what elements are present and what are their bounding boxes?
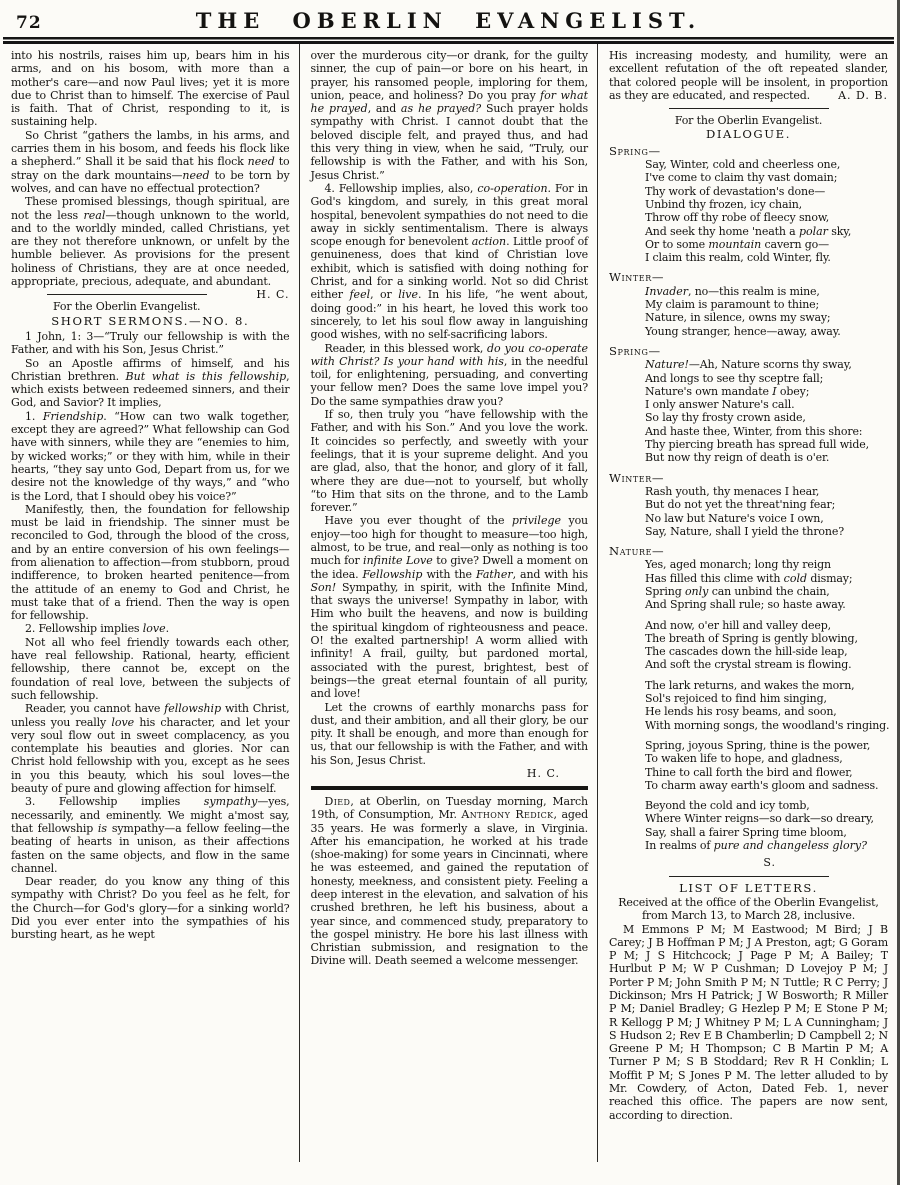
poem-line: And Spring shall rule; so haste away. xyxy=(645,598,846,612)
page-header xyxy=(0,0,897,33)
poem-line: Rash youth, thy menaces I hear, xyxy=(645,484,820,498)
author-initials: A. D. B. xyxy=(838,88,888,102)
poem-line: With morning songs, the woodland's ringing. xyxy=(645,718,890,732)
poem-line: My claim is paramount to thine; xyxy=(645,298,820,312)
poem-line: Thy piercing breath has spread full wide, xyxy=(645,438,869,452)
paragraph-text: His increasing modesty, and humility, were an excellent refutation of the oft repeated slander, that colored people will be insolent, in proportion as they are educated, and respected. xyxy=(609,49,888,102)
section-rule xyxy=(311,786,589,790)
poem-line: And now, o'er hill and valley deep, xyxy=(645,618,831,632)
page-number: 72 xyxy=(16,13,42,33)
obituary-paragraph: Died, at Oberlin, on Tuesday morning, March 19th, of Consumption, Mr. Anthony Redick, aged 35 years. He was formerly a slave, in Virginia. After his emancipation, he worked at his trade (shoe-making) for some years in Cincinnati, where he was esteemed, and gained the reputation of honesty, meekness, and consistent piety. Feeling a deep interest in the elevation, and salvation of his crushed brethren, he left his business, about a year since, and commenced study, preparatory to the gospel ministry. He bore his last illness with Christian submission, and resignation to the Divine will. Death seemed a welcome messenger. xyxy=(310,794,588,968)
article-paragraph: Manifestly, then, the foundation for fellowship must be laid in friendship. The sinner must be reconciled to God, through the blood of the cross, and by an entire conversion of his own feelings—from alienation to affection—from stubborn, proud indifference, to broken hearted penitence—from the attitude of an enemy to God and Christ, he must take that of a friend. Then the way is open for fellowship. xyxy=(11,502,290,623)
poem-stanza xyxy=(609,158,888,264)
poem-line: To charm away earth's gloom and sadness. xyxy=(645,778,879,792)
article-paragraph: into his nostrils, raises him up, bears him in his arms, and on his bosom, with more than a mother's care—and now Paul lives; yet it is more due to Christ than to himself. The exercise of Paul is faith. That of Christ, responding to it, is sustaining help. xyxy=(11,49,290,129)
divider-rule xyxy=(47,294,207,295)
poem-line: He lends his rosy beams, and soon, xyxy=(645,705,837,719)
masthead-title: THE OBERLIN EVANGELIST. xyxy=(195,8,702,33)
poem-stanza xyxy=(609,619,888,672)
column-3 xyxy=(597,44,897,1162)
paragraph-text: These promised blessings, though spiritual, are not the less real—though unknown to the world, and to the worldly minded, called Christians, yet are they not therefore unknown, or unfelt by the humble believer. As provisions for the present holiness of Christians, they are at once needed, appropriate, precious, adequate, and abundant. xyxy=(11,195,290,289)
poem-line: And haste thee, Winter, from this shore: xyxy=(645,424,863,438)
poem-line: In realms of pure and changeless glory? xyxy=(645,839,867,853)
poem-line: I only answer Nature's call. xyxy=(645,398,795,412)
column-layout xyxy=(0,44,897,1162)
poem-line: The lark returns, and wakes the morn, xyxy=(645,678,855,692)
scripture-text: 1 John, 1: 3—“Truly our fellowship is with the Father, and with his Son, Jesus Christ.” xyxy=(11,329,290,357)
poem-stanza xyxy=(609,739,888,792)
poem-line: To waken life to hope, and gladness, xyxy=(645,752,843,766)
article-paragraph: 4. Fellowship implies, also, co-operation. For in God's kingdom, and surely, in this great moral hospital, benevolent sympathies do not need to die away in sickly sentimentalism. There is always scope enough for benevolent action. Little proof of genuineness, does that kind of Christian love exhibit, which is satisfied with doing nothing for Christ, and for a sinking world. Not so did Christ either feel, or live. In his life, “he went about, doing good:” in his heart, he loved this work too sincerely, to let his soul flow away in languishing good wishes, with no self-sacrificing labors. xyxy=(310,181,588,342)
article-title: SHORT SERMONS.—NO. 8. xyxy=(51,313,250,328)
poem-line: Nature, in silence, owns my sway; xyxy=(645,311,831,325)
article-attribution: For the Oberlin Evangelist. xyxy=(53,300,201,314)
column-2 xyxy=(299,44,598,1162)
poem-stanza xyxy=(609,558,888,611)
author-initials: H. C. xyxy=(526,767,560,781)
letters-title: LIST OF LETTERS. xyxy=(679,880,818,895)
article-paragraph: So Christ “gathers the lambs, in his arms, and carries them in his bosom, and feeds his flock like a shepherd.” Shall it be said that his flock need to stray on the dark mountains—need to be torn by wolves, and can have no effectual protection? xyxy=(11,128,290,195)
poem-line: Sol's rejoiced to find him singing, xyxy=(645,692,827,706)
poem-line: Beyond the cold and icy tomb, xyxy=(645,799,810,813)
poem-line: But do not yet the threat'ning fear; xyxy=(645,498,836,512)
article-attribution: For the Oberlin Evangelist. xyxy=(674,114,823,128)
article-title: DIALOGUE. xyxy=(705,127,792,142)
poem-speaker: Spring— xyxy=(609,343,661,358)
column-1 xyxy=(0,44,299,1162)
article-paragraph: Let the crowns of earthly monarchs pass for dust, and their ambition, and all their glory, be our pity. It shall be enough, and more than enough for us, that our fellowship is with the Father, and with his Son, Jesus Christ. xyxy=(310,700,588,767)
author-initials: H. C. xyxy=(256,288,290,302)
poem-line: The cascades down the hill-side leap, xyxy=(645,645,848,659)
poem-stanza xyxy=(609,285,888,338)
article-paragraph: Reader, in this blessed work, do you co-operate with Christ? Is your hand with his, in the needful toil, for enlightening, persuading, and converting your fellow men? Does the same love impel you? Do the same sympathies draw you? xyxy=(310,341,588,408)
article-paragraph: Dear reader, do you know any thing of this sympathy with Christ? Do you feel as he felt, for the Church—for God's glory—for a sinking world? Did you ever enter into the sympathies of his bursting heart, as he wept xyxy=(11,875,290,942)
poem-line: I claim this realm, cold Winter, fly. xyxy=(645,251,831,265)
poem-line: Thine to call forth the bird and flower, xyxy=(645,765,853,779)
poem-line: And seek thy home 'neath a polar sky, xyxy=(645,224,852,238)
poem-line: Nature!—Ah, Nature scorns thy sway, xyxy=(645,358,852,372)
divider-rule xyxy=(669,108,829,109)
dialogue-poem xyxy=(609,145,888,870)
article-paragraph: If so, then truly you “have fellowship with the Father, and with his Son.” And you love the work. It coincides so perfectly, and sweetly with your feelings, that it is your supreme delight. And you are glad, also, that the honor, and glory of it fall, where they are due—not to yourself, but wholly “to Him that sits on the throne, and to the Lamb forever.” xyxy=(310,408,588,515)
poem-stanza xyxy=(609,799,888,852)
poem-line: Yes, aged monarch; long thy reign xyxy=(645,558,831,572)
poem-line: No law but Nature's voice I own, xyxy=(645,511,824,525)
poem-speaker: Winter— xyxy=(609,470,665,485)
poem-line: Has filled this clime with cold dismay; xyxy=(645,571,853,585)
article-paragraph: 2. Fellowship implies love. xyxy=(25,622,170,636)
poem-line: Where Winter reigns—so dark—so dreary, xyxy=(645,812,874,826)
poem-line: Say, shall a fairer Spring time bloom, xyxy=(645,825,847,839)
poem-line: And soft the crystal stream is flowing. xyxy=(645,658,852,672)
poem-speaker: Spring— xyxy=(609,143,661,158)
article-paragraph: So an Apostle affirms of himself, and his Christian brethren. But what is this fellowship, which exists between redeemed sinners, and their God, and Savior? It implies, xyxy=(11,356,290,410)
author-initials: S. xyxy=(763,856,776,870)
poem-line: Spring only can unbind the chain, xyxy=(645,584,830,598)
article-paragraph: Reader, you cannot have fellowship with Christ, unless you really love his character, and let your very soul flow out in sweet complacency, as you contemplate his beauties and glories. Nor can Christ hold fellowship with you, except as he sees in you this beauty, which his soul loves—the beauty of pure and glowing affection for himself. xyxy=(11,702,290,796)
poem-line: Say, Winter, cold and cheerless one, xyxy=(645,158,841,172)
poem-line: Nature's own mandate I obey; xyxy=(645,384,810,398)
poem-line: Or to some mountain cavern go— xyxy=(645,237,829,251)
article-paragraph xyxy=(11,195,290,302)
article-paragraph: Not all who feel friendly towards each other, have real fellowship. Rational, hearty, efficient fellowship, there cannot be, except on the foundation of real love, between the subjects of such fellowship. xyxy=(11,635,290,702)
poem-line: Say, Nature, shall I yield the throne? xyxy=(645,524,844,538)
poem-stanza xyxy=(609,679,888,732)
poem-line: Throw off thy robe of fleecy snow, xyxy=(645,211,830,225)
poem-line: So lay thy frosty crown aside, xyxy=(645,411,806,425)
obituary-paragraph xyxy=(609,49,888,102)
poem-line: Thy work of devastation's done— xyxy=(645,184,826,198)
article-paragraph: 1. Friendship. “How can two walk together, except they are agreed?” What fellowship can God have with sinners, while they are “enemies to him, by wicked works;” or they with him, while in their hearts, “they say unto God, Depart from us, for we desire not the knowledge of thy ways,” and “who is the Lord, that I should obey his voice?” xyxy=(11,409,290,503)
poem-line: Invader, no—this realm is mine, xyxy=(645,284,820,298)
letters-list: M Emmons P M; M Eastwood; M Bird; J B Carey; J B Hoffman P M; J A Preston, agt; G Goram P M; J S Hitchcock; J Page P M; A Bailey; T Hurlbut P M; W P Cushman; D Lovejoy P M; J Porter P M; John Smith P M; N Tuttle; R C Perry; J Dickinson; Mrs H Patrick; J W Bosworth; R Miller P M; Daniel Bradley; G Hezlep P M; E Stone P M; R Kellogg P M; J Whitney P M; L A Cunningham; J S Hudson 2; Rev E B Chamberlin; D Campbell 2; N Greene P M; H Thompson; C B Martin P M; A Turner P M; S B Stoddard; Rev R H Conklin; L Moffit P M; S Jones P M. The letter alluded to by Mr. Cowdery, of Acton, Dated Feb. 1, never reached this office. The papers are now sent, according to direction. xyxy=(609,922,888,1122)
poem-line: But now thy reign of death is o'er. xyxy=(645,451,830,465)
poem-speaker: Winter— xyxy=(609,270,665,285)
poem-line: And longs to see thy sceptre fall; xyxy=(645,371,824,385)
divider-rule xyxy=(669,876,829,877)
poem-line: Unbind thy frozen, icy chain, xyxy=(645,197,803,211)
poem-line: Spring, joyous Spring, thine is the power, xyxy=(645,738,871,752)
poem-line: The breath of Spring is gently blowing, xyxy=(645,631,858,645)
masthead-rule xyxy=(3,37,894,44)
poem-speaker: Nature— xyxy=(609,544,665,559)
article-paragraph: Have you ever thought of the privilege you enjoy—too high for thought to measure—too high, almost, to be true, and real—only as nothing is too much for infinite Love to give? Dwell a moment on the idea. Fellowship with the Father, and with his Son! Sympathy, in spirit, with the Infinite Mind, that sways the universe! Sympathy in labor, with Him who built the heavens, and now is building the spiritual kingdom of righteousness and peace. O! the exalted partnership! A worm allied with infinity! A frail, guilty, but pardoned mortal, associated with the purest, brightest, best of beings—the great eternal fountain of all purity, and love! xyxy=(310,514,589,701)
poem-stanza xyxy=(609,485,888,538)
poem-line: I've come to claim thy vast domain; xyxy=(645,171,838,185)
poem-stanza xyxy=(609,358,888,464)
poem-line: Young stranger, hence—away, away. xyxy=(645,324,841,338)
article-paragraph: over the murderous city—or drank, for the guilty sinner, the cup of pain—or bore on his heart, in prayer, his ransomed people, imploring for them, union, peace, and holiness? Do you pray for what he prayed, and as he prayed? Such prayer holds sympathy with Christ. I cannot doubt that the beloved disciple felt, and prayed thus, and had this very thing in view, when he said, “Truly, our fellowship is with the Father, and with his Son, Jesus Christ.” xyxy=(310,49,588,182)
letters-subtitle: Received at the office of the Oberlin Evangelist, from March 13, to March 28, inclusive. xyxy=(618,895,879,923)
article-paragraph: 3. Fellowship implies sympathy—yes, necessarily, and eminently. We might a'most say, that fellowship is sympathy—a fellow feeling—the beating of hearts in unison, as their affections fasten on the same objects, and flow in the same channel. xyxy=(11,795,290,875)
